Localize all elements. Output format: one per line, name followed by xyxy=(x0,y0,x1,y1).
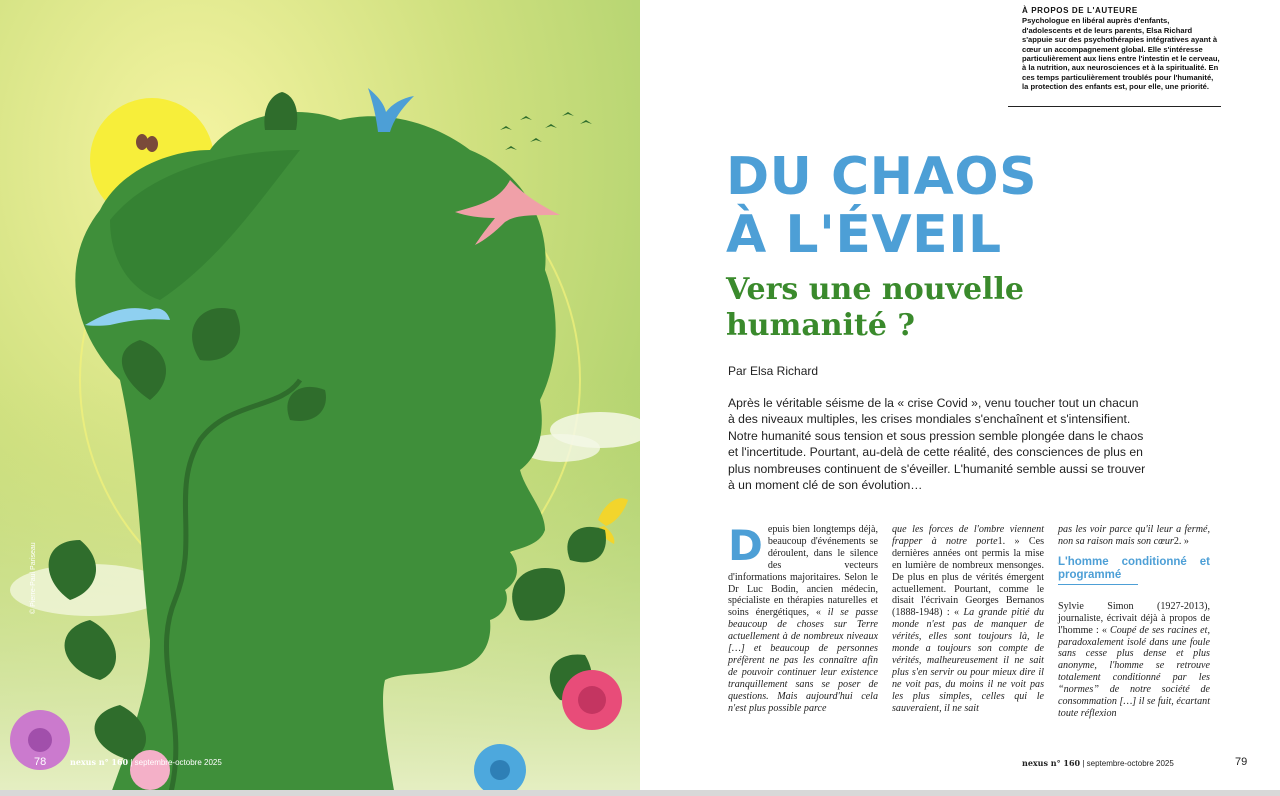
column-3-text-1: 2. » xyxy=(1173,535,1189,547)
body-column-1 xyxy=(728,521,879,715)
column-1-text: epuis bien longtemps déjà, beaucoup d'événements se déroulent, dans le silence des vecteurs d'informations majoritaires. Selon le Dr Luc Bodin, ancien médecin, spécialiste en thérapies naturelles et soins énergétiques, « xyxy=(728,524,878,619)
section-subheading: L'homme conditionné et programmé xyxy=(1058,555,1210,581)
magazine-name-right: nexus n° 160 xyxy=(1022,758,1081,768)
column-3-quote-2: Coupé de ses racines et, paradoxalement isolé dans une foule sans cesse plus dense et plus anonyme, l'homme se retrouve totalement conditionné par les “normes” de notre société de consommation […] il se fuit, écartant toute réflexion xyxy=(1058,624,1210,719)
drop-cap: D xyxy=(728,521,763,570)
subheading-underline xyxy=(1058,584,1138,585)
column-2-quote-1: que les forces de l'ombre viennent frapper à notre porte xyxy=(892,524,1044,547)
photo-credit: © Pierre-Paul Pariseau xyxy=(30,542,37,614)
lead-paragraph: Après le véritable séisme de la « crise Covid », venu toucher tout un chacun à des niveaux multiples, les crises mondiales s'enchaînent et s'intensifient. Notre humanité sous tension et sous pression semble plongée dans le chaos et l'incertitude. Pourtant, au-delà de cette réalité, des consciences de plus en plus nombreuses continuent de s'éveiller. L'humanité semble aussi se trouver à un moment clé de son évolution… xyxy=(728,396,1146,493)
magazine-folio-right: nexus n° 160 | septembre-octobre 2025 xyxy=(1022,758,1174,768)
bottom-edge xyxy=(0,790,1280,796)
article-subtitle: Vers une nouvelle humanité ? xyxy=(726,272,1024,343)
byline: Par Elsa Richard xyxy=(728,364,819,378)
article-title xyxy=(726,148,1037,264)
body-column-2 xyxy=(892,524,1044,715)
body-column-3 xyxy=(1058,524,1210,720)
column-3-text-2: Sylvie Simon (1927-2013), journaliste, écrivait déjà à propos de l'homme : « xyxy=(1058,600,1210,636)
issue-date: septembre-octobre 2025 xyxy=(134,758,222,767)
page-number-left: 78 xyxy=(34,756,47,768)
column-2-text: 1. » Ces dernières années ont permis la mise en lumière de nombreux mensonges. De plus en plus de vérités émergent actuellement. Pourtant, comme le disait l'écrivain Georges Bernanos (1888-1948) : « xyxy=(892,535,1045,619)
column-1-quote: il se passe beaucoup de choses sur Terre actuellement à de nombreux niveaux […] et beaucoup de personnes préfèrent ne pas les connaître afin de pouvoir continuer leur existence tranquillement sans se poser de questions. Mais aujourd'hui cela n'est plus possible parce xyxy=(728,607,879,714)
title-line-1: DU CHAOS xyxy=(726,147,1038,207)
about-author-text: Psychologue en libéral auprès d'enfants, d'adolescents et de leurs parents, Elsa Richard s'appuie sur des psychothérapies intégratives ayant à cœur un accompagnement global. Elle s'intéresse particulièrement aux liens entre l'intestin et le cerveau, à la nutrition, aux neurosciences et à la spiritualité. En ces temps particulièrement troublés pour l'humanité, la protection des enfants est, pour elle, une priorité. xyxy=(1022,16,1220,92)
issue-date-right: septembre-octobre 2025 xyxy=(1086,759,1174,768)
about-author-divider xyxy=(1008,106,1221,107)
page-number-right: 79 xyxy=(1235,756,1248,768)
about-author-box xyxy=(1022,6,1220,92)
about-author-heading: À PROPOS DE L'AUTEURE xyxy=(1022,6,1138,15)
column-2-quote-2: La grande pitié du monde n'est pas de manquer de vérités, elles sont toujours là, le monde a toujours son compte de vérités, malheureusement il ne sait plus s'en servir ou pour mieux dire il ne voit pas, du moins il ne voit pas les plus simples, celles qui le sauveraient, il ne sait xyxy=(892,607,1044,714)
magazine-name: nexus n° 160 xyxy=(70,757,129,767)
column-3-quote-1: pas les voir parce qu'il leur a fermé, non sa raison mais son cœur xyxy=(1058,524,1210,547)
article-page xyxy=(640,0,1280,796)
magazine-folio-left: nexus n° 160 | septembre-octobre 2025 xyxy=(70,757,222,767)
title-line-2: À L'ÉVEIL xyxy=(726,205,1002,265)
